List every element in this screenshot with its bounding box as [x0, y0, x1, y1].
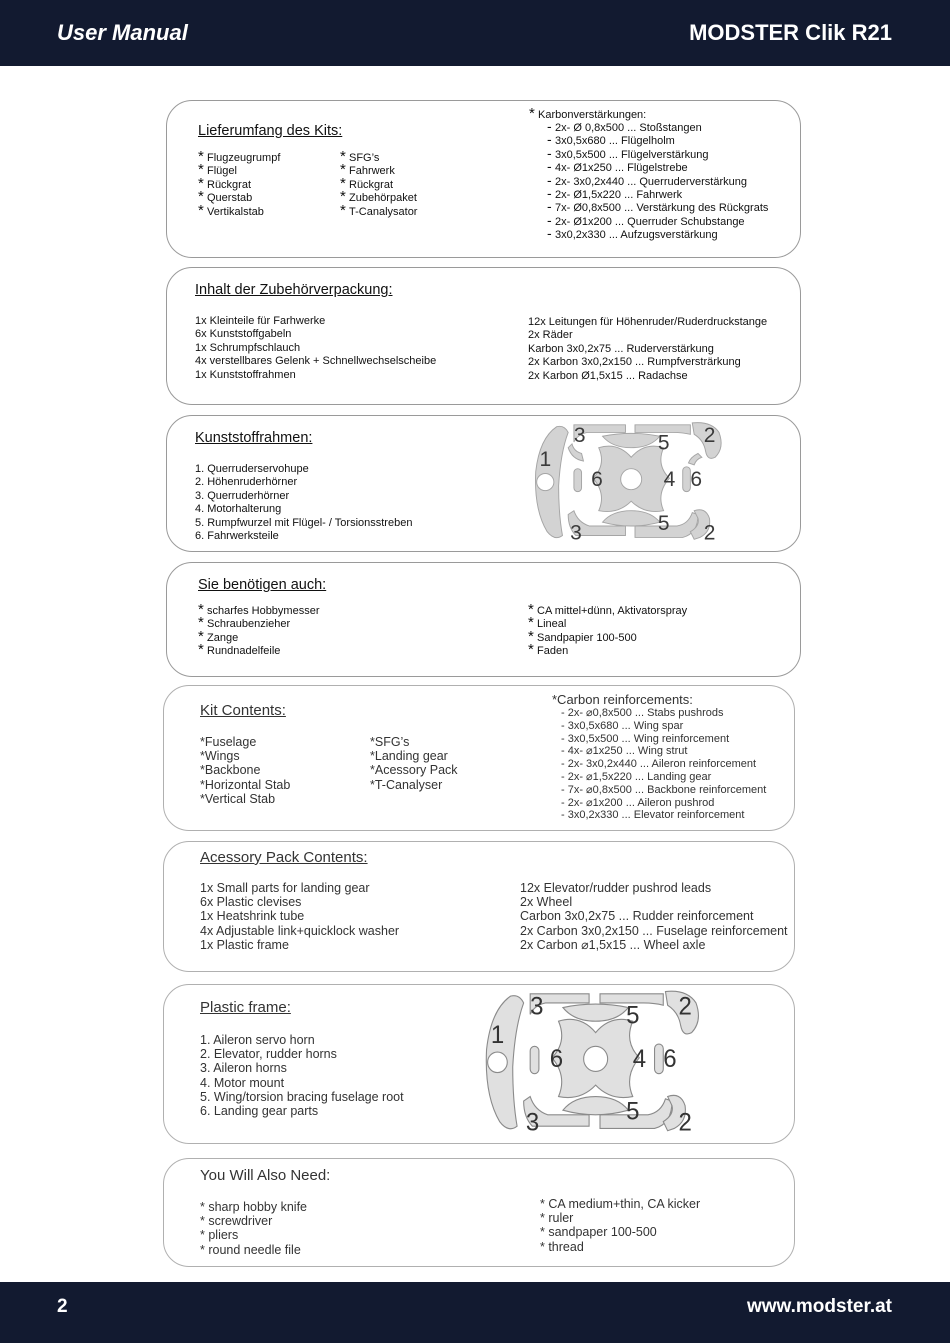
- page-footer: [0, 1282, 950, 1343]
- list-item: 6x Plastic clevises: [200, 895, 302, 910]
- frame-label: 6: [690, 467, 703, 491]
- list-item: 2x Karbon Ø1,5x15 ... Radachse: [528, 369, 688, 382]
- list-item: * Schraubenzieher: [198, 618, 320, 631]
- list-item: 1. Aileron servo horn: [200, 1033, 315, 1047]
- list-item: * pliers: [200, 1228, 239, 1243]
- list-item: - 3x0,5x680 ... Flügelholm: [547, 135, 768, 148]
- list-item: * thread: [540, 1239, 584, 1254]
- list-item: * T-Canalysator: [340, 206, 417, 219]
- list-item: 1x Kleinteile für Farhwerke: [195, 315, 326, 327]
- list-item: 2x Carbon 3x0,2x150 ... Fuselage reinforcement: [520, 923, 788, 938]
- de-need-right: [528, 605, 687, 659]
- list-item: - 2x- ⌀0,8x500 ... Stabs pushrods: [561, 707, 724, 719]
- frame-label: 5: [626, 1097, 640, 1126]
- frame-label: 4: [632, 1045, 647, 1073]
- list-item: 5. Wing/torsion bracing fuselage root: [200, 1089, 404, 1104]
- frame-diagram: [480, 987, 720, 1141]
- list-item: * Zubehörpaket: [340, 192, 417, 205]
- frame-label: 5: [657, 511, 670, 535]
- list-item: Karbon 3x0,2x75 ... Ruderverstärkung: [528, 342, 714, 355]
- de-frame-list: [195, 463, 412, 543]
- frame-label: 3: [573, 423, 586, 447]
- list-item: *Vertical Stab: [200, 791, 276, 806]
- de-kit-col2: [340, 152, 417, 219]
- list-item: 4x Adjustable link+quicklock washer: [200, 923, 400, 938]
- en-frame-list: [200, 1033, 404, 1118]
- list-item: * scharfes Hobbymesser: [198, 605, 320, 618]
- list-item: - 3x0,5x500 ... Wing reinforcement: [561, 732, 730, 745]
- list-item: - 2x- 3x0,2x440 ... Querruderverstärkung: [547, 176, 768, 189]
- list-item: *SFG’s: [370, 735, 410, 749]
- frame-label: 2: [703, 521, 716, 545]
- list-item: - 2x- 3x0,2x440 ... Aileron reinforcement: [561, 758, 757, 771]
- list-item: *Acessory Pack: [370, 763, 458, 778]
- frame-label: 4: [663, 467, 676, 491]
- list-item: *Backbone: [200, 763, 261, 778]
- list-item: * Vertikalstab: [198, 206, 280, 219]
- en-kit-col1: [200, 735, 290, 806]
- list-item: 12x Elevator/rudder pushrod leads: [520, 881, 712, 895]
- frame-label: 3: [530, 992, 544, 1021]
- list-item: 3. Aileron horns: [200, 1061, 287, 1076]
- list-item: - 2x- Ø 0,8x500 ... Stoßstangen: [547, 122, 768, 135]
- list-item: 4x verstellbares Gelenk + Schnellwechselscheibe: [195, 355, 437, 368]
- list-item: 2x Karbon 3x0,2x150 ... Rumpfversträrkung: [528, 356, 741, 369]
- list-item: * Rückgrat: [198, 179, 280, 192]
- page-header: [0, 0, 950, 66]
- frame-label: 2: [678, 1109, 692, 1137]
- list-item: 4. Motor mount: [200, 1075, 285, 1090]
- list-item: 2. Elevator, rudder horns: [200, 1047, 337, 1062]
- en-need-title: You Will Also Need:: [200, 1167, 331, 1184]
- de-accessory-box: [166, 267, 801, 405]
- list-item: *Fuselage: [200, 735, 257, 749]
- de-need-left: [198, 605, 320, 659]
- de-carbon-list: [547, 122, 768, 243]
- de-accessory-right: [528, 316, 767, 383]
- list-item: - 3x0,2x330 ... Elevator reinforcement: [561, 809, 745, 822]
- list-item: - 7x- Ø0,8x500 ... Verstärkung des Rückgrats: [547, 202, 768, 215]
- frame-label: 1: [539, 447, 552, 471]
- en-accessory-box: [163, 841, 795, 972]
- list-item: - 3x0,2x330 ... Aufzugsverstärkung: [547, 229, 768, 242]
- list-item: * Zange: [198, 632, 320, 645]
- list-item: 5. Rumpfwurzel mit Flügel- / Torsionsstreben: [195, 516, 413, 529]
- en-kit-col2: [370, 735, 458, 792]
- frame-diagram: [530, 416, 740, 551]
- en-accessory-left: [200, 881, 399, 952]
- en-kit-box: [163, 685, 795, 831]
- list-item: - 4x- ⌀1x250 ... Wing strut: [561, 745, 688, 758]
- list-item: * Rückgrat: [340, 179, 417, 192]
- frame-label: 5: [657, 431, 670, 455]
- list-item: 2x Räder: [528, 329, 573, 342]
- list-item: * sharp hobby knife: [200, 1200, 308, 1214]
- list-item: Carbon 3x0,2x75 ... Rudder reinforcement: [520, 909, 754, 924]
- en-need-right: [540, 1197, 700, 1254]
- list-item: * ruler: [540, 1211, 574, 1226]
- header-title: User Manual: [57, 20, 188, 45]
- list-item: - 2x- ⌀1x200 ... Aileron pushrod: [561, 796, 715, 809]
- list-item: - 2x- Ø1x200 ... Querruder Schubstange: [547, 216, 768, 229]
- de-accessory-title: Inhalt der Zubehörverpackung:: [195, 282, 393, 298]
- list-item: * Flugzeugrumpf: [198, 152, 280, 165]
- list-item: 2x Wheel: [520, 895, 573, 910]
- en-need-box: [163, 1158, 795, 1267]
- frame-label: 1: [490, 1021, 505, 1050]
- en-need-left: [200, 1200, 307, 1257]
- list-item: * Sandpapier 100-500: [528, 632, 687, 645]
- list-item: * Fahrwerk: [340, 165, 417, 178]
- en-accessory-right: [520, 881, 788, 952]
- list-item: *Horizontal Stab: [200, 777, 291, 792]
- list-item: * Lineal: [528, 618, 687, 631]
- list-item: 1x Schrumpfschlauch: [195, 341, 301, 354]
- list-item: 1. Querruderservohupe: [195, 463, 309, 475]
- list-item: * sandpaper 100-500: [540, 1225, 657, 1240]
- page-number: 2: [57, 1296, 68, 1317]
- de-need-title: Sie benötigen auch:: [198, 577, 327, 593]
- list-item: *Landing gear: [370, 749, 448, 764]
- list-item: 4. Motorhalterung: [195, 503, 282, 516]
- frame-label: 2: [678, 992, 692, 1021]
- de-kit-col1: [198, 152, 280, 219]
- list-item: 6. Landing gear parts: [200, 1104, 319, 1119]
- list-item: - 3x0,5x680 ... Wing spar: [561, 719, 684, 732]
- de-frame-box: [166, 415, 801, 552]
- list-item: * Rundnadelfeile: [198, 645, 320, 658]
- frame-label: 2: [703, 423, 716, 447]
- frame-label: 5: [626, 1002, 640, 1030]
- en-frame-box: [163, 984, 795, 1144]
- en-carbon-list: [561, 707, 766, 822]
- en-frame-title: Plastic frame:: [200, 999, 291, 1016]
- list-item: - 2x- Ø1,5x220 ... Fahrwerk: [547, 189, 768, 202]
- list-item: - 4x- Ø1x250 ... Flügelstrebe: [547, 162, 768, 175]
- header-product: MODSTER Clik R21: [689, 20, 892, 45]
- en-accessory-title: Acessory Pack Contents:: [200, 849, 368, 866]
- frame-label: 6: [591, 467, 603, 491]
- website-link[interactable]: www.modster.at: [747, 1296, 892, 1317]
- en-carbon-title: *Carbon reinforcements:: [552, 692, 693, 707]
- frame-label: 3: [570, 521, 582, 545]
- de-carbon-title: * Karbonverstärkungen:: [529, 109, 646, 122]
- de-need-box: [166, 562, 801, 677]
- list-item: 6x Kunststoffgabeln: [195, 328, 292, 341]
- de-accessory-left: [195, 315, 436, 382]
- list-item: 1x Kunststoffrahmen: [195, 368, 296, 381]
- de-kit-box: [166, 100, 801, 258]
- list-item: 1x Small parts for landing gear: [200, 881, 370, 895]
- de-kit-title: Lieferumfang des Kits:: [198, 123, 343, 139]
- list-item: * SFG’s: [340, 152, 417, 165]
- de-frame-title: Kunststoffrahmen:: [195, 430, 313, 446]
- list-item: 3. Querruderhörner: [195, 489, 290, 502]
- list-item: 12x Leitungen für Höhenruder/Ruderdruckstange: [528, 316, 768, 328]
- list-item: *T-Canalyser: [370, 777, 443, 792]
- list-item: * round needle file: [200, 1242, 301, 1257]
- en-kit-title: Kit Contents:: [200, 702, 286, 719]
- list-item: - 3x0,5x500 ... Flügelverstärkung: [547, 149, 768, 162]
- list-item: * Faden: [528, 645, 687, 658]
- list-item: * Flügel: [198, 165, 280, 178]
- list-item: - 2x- ⌀1,5x220 ... Landing gear: [561, 770, 712, 783]
- list-item: * screwdriver: [200, 1214, 273, 1229]
- frame-label: 3: [525, 1109, 540, 1137]
- frame-label: 6: [663, 1045, 677, 1073]
- list-item: * CA medium+thin, CA kicker: [540, 1197, 701, 1211]
- frame-label: 6: [549, 1045, 564, 1073]
- list-item: * CA mittel+dünn, Aktivatorspray: [528, 605, 687, 618]
- list-item: 2. Höhenruderhörner: [195, 476, 298, 489]
- list-item: 6. Fahrwerksteile: [195, 530, 279, 543]
- list-item: 1x Heatshrink tube: [200, 909, 305, 924]
- list-item: * Querstab: [198, 192, 280, 205]
- list-item: *Wings: [200, 749, 240, 764]
- list-item: 1x Plastic frame: [200, 937, 289, 952]
- list-item: - 7x- ⌀0,8x500 ... Backbone reinforcement: [561, 783, 767, 796]
- list-item: 2x Carbon ⌀1,5x15 ... Wheel axle: [520, 937, 706, 952]
